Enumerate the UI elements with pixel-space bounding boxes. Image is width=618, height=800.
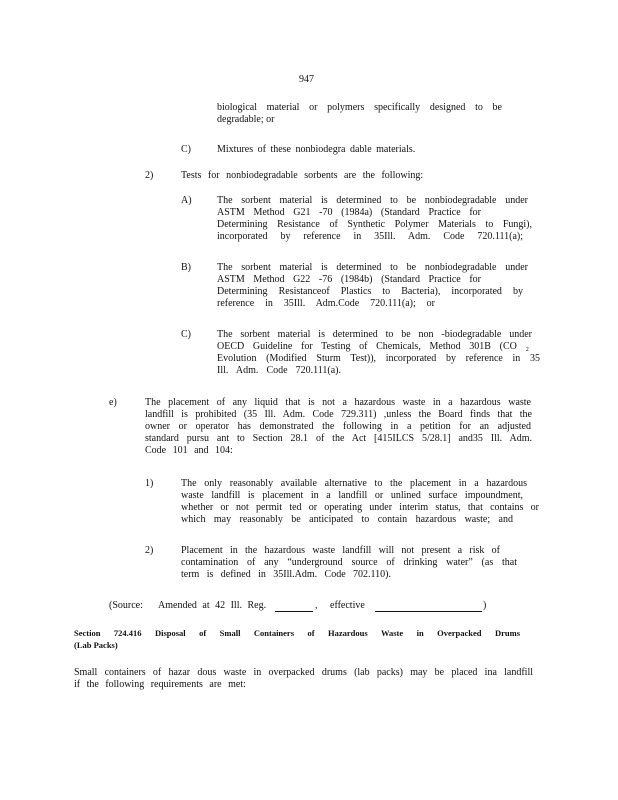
test-c-line: Ill. Adm. Code 720.111(a). [217,365,341,376]
test-a-line: incorporated by reference in 35Ill. Adm. Code 720.111(a); [217,231,523,242]
e1-line: The only reasonably available alternative to the placement in a hazardous [181,478,527,489]
e2-line: contamination of any “underground source of drinking water” (as that [181,557,517,568]
test-b-label: B) [181,262,191,273]
closing-paragraph-line: if the following requirements are met: [74,679,246,690]
item-text: Mixtures of these nonbiodegra dable materials. [217,144,416,155]
test-b-line: Determining Resistanceof Plastics to Bacteria), incorporated by [217,286,523,297]
source-amended: Amended at 42 Ill. Reg. [158,600,267,611]
page-number: 947 [299,74,314,85]
source-label: (Source: [109,600,143,611]
section-heading: Section 724.416 Disposal of Small Containers of Hazardous Waste in Overpacked Drums [74,628,520,638]
e2-line: term is defined in 35Ill.Adm. Code 702.110). [181,569,391,580]
test-c-line: OECD Guideline for Testing of Chemicals, Method 301B (CO ₂ [217,341,529,352]
item-e-line: landfill is prohibited (35 Ill. Adm. Code 729.311) ,unless the Board finds that the [145,409,532,420]
item-label: C) [181,144,191,155]
continued-text-line: degradable; or [217,114,275,125]
test-b-line: ASTM Method G22 -76 (1984b) (Standard Practice for [217,274,481,285]
test-a-label: A) [181,195,192,206]
test-a-line: ASTM Method G21 -70 (1984a) (Standard Practice for [217,207,481,218]
item-e-line: owner or operator has demonstrated the following in a petition for an adjusted [145,421,531,432]
test-c-line: The sorbent material is determined to be non -biodegradable under [217,329,532,340]
e1-line: waste landfill is placement in a landfill or unlined surface impoundment, [181,490,523,501]
item-e-line: Code 101 and 104: [145,445,233,456]
test-a-line: Determining Resistance of Synthetic Polymer Materials to Fungi), [217,219,532,230]
section-heading-cont: (Lab Packs) [74,640,118,650]
test-a-line: The sorbent material is determined to be nonbiodegradable under [217,195,528,206]
closing-paragraph-line: Small containers of hazar dous waste in overpacked drums (lab packs) may be placed ina landfill [74,667,533,678]
e2-label: 2) [145,545,154,556]
test-c-label: C) [181,329,191,340]
continued-text-line: biological material or polymers specifically designed to be [217,102,502,113]
source-effective: effective [330,600,365,611]
effective-date-blank [375,601,482,612]
e1-line: whether or not permit ted or operating under interim status, that contains or [181,502,539,513]
source-close: ) [483,600,487,611]
source-comma: , [315,600,318,611]
e2-line: Placement in the hazardous waste landfill will not present a risk of [181,545,500,556]
test-b-line: The sorbent material is determined to be nonbiodegradable under [217,262,528,273]
item-e-line: The placement of any liquid that is not a hazardous waste in a hazardous waste [145,397,531,408]
item-e-line: standard pursu ant to Section 28.1 of the Act [415ILCS 5/28.1] and35 Ill. Adm. [145,433,532,444]
item-label: 2) [145,170,154,181]
item-e-label: e) [109,397,117,408]
e1-line: which may reasonably be anticipated to contain hazardous waste; and [181,514,513,525]
e1-label: 1) [145,478,154,489]
register-blank [275,601,313,612]
test-b-line: reference in 35Ill. Adm.Code 720.111(a); or [217,298,435,309]
item-text: Tests for nonbiodegradable sorbents are the following: [181,170,424,181]
test-c-line: Evolution (Modified Sturm Test)), incorporated by reference in 35 [217,353,540,364]
